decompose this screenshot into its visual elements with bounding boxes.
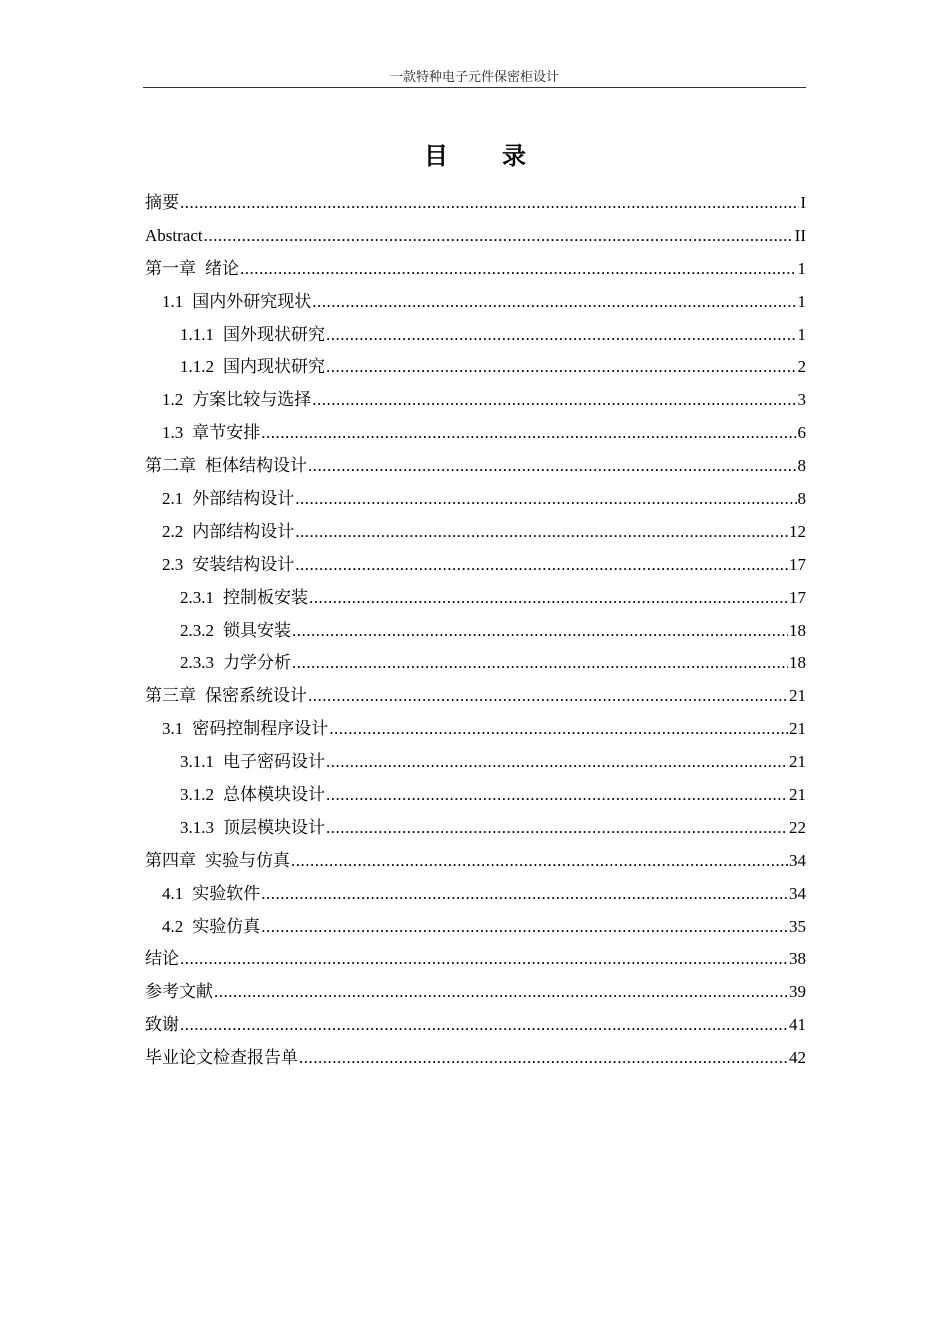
toc-entry[interactable] [145,190,806,223]
toc-entry-label: Abstract [145,225,203,245]
dot-leader [261,881,788,907]
toc-title-char: 录 [502,142,526,170]
toc-entry[interactable] [145,486,806,519]
toc-entry-label: 柜体结构设计 [205,456,307,476]
toc-entry[interactable] [145,716,806,749]
toc-entry-label: 总体模块设计 [223,785,325,805]
toc-entry-page: 34 [789,883,806,903]
toc-entry-label: 致谢 [145,1015,179,1035]
toc-entry[interactable] [145,552,806,585]
toc-entry-number: 2.3.3 [180,653,214,673]
toc-entry[interactable] [145,387,806,420]
toc-entry-page: 21 [789,686,806,706]
toc-entry-page: 17 [789,554,806,574]
toc-entry[interactable] [145,749,806,782]
dot-leader [326,749,788,775]
dot-leader [312,289,796,315]
dot-leader [309,585,788,611]
toc-entry[interactable] [145,848,806,881]
toc-entry-label: 实验与仿真 [205,850,290,870]
toc-entry-label: 参考文献 [145,982,213,1002]
toc-title [0,136,950,171]
toc-entry-number: 4.2 [162,916,184,936]
toc-entry-page: 21 [789,785,806,805]
toc-entry[interactable] [145,453,806,486]
toc-entry-label: 方案比较与选择 [192,390,312,410]
toc-entry-page: 18 [789,620,806,640]
toc-entry-page: 39 [789,982,806,1002]
toc-entry[interactable] [145,815,806,848]
toc-entry-page: 8 [797,456,806,476]
toc-entry-number: 2.3.2 [180,620,214,640]
dot-leader [326,354,797,380]
toc-entry-label: 国内现状研究 [223,357,325,377]
toc-entry-number: 2.2 [162,521,184,541]
dot-leader [295,486,796,512]
toc-entry-number: 2.1 [162,489,184,509]
dot-leader [312,387,796,413]
toc-entry-label: 力学分析 [223,653,291,673]
toc-entry-page: 12 [789,521,806,541]
dot-leader [295,552,788,578]
toc-entry-page: 35 [789,916,806,936]
table-of-contents [145,190,806,1078]
toc-entry-page: 2 [797,357,806,377]
toc-entry[interactable] [145,322,806,355]
toc-entry[interactable] [145,354,806,387]
toc-entry-number: 3.1.3 [180,817,214,837]
toc-entry-label: 毕业论文检查报告单 [145,1048,298,1068]
toc-entry-label: 顶层模块设计 [223,817,325,837]
dot-leader [180,946,788,972]
toc-entry-label: 保密系统设计 [205,686,307,706]
dot-leader [326,815,788,841]
toc-entry-label: 国外现状研究 [223,324,325,344]
toc-entry-label: 实验仿真 [192,916,261,936]
toc-entry-page: 21 [789,719,806,739]
toc-entry-number: 1.2 [162,390,184,410]
dot-leader [291,848,788,874]
toc-entry-page: 17 [789,587,806,607]
toc-entry-label: 结论 [145,949,179,969]
toc-entry-label: 锁具安装 [223,620,291,640]
toc-entry-number: 第二章 [145,456,196,476]
toc-entry[interactable] [145,650,806,683]
toc-entry-page: I [800,193,806,212]
toc-entry[interactable] [145,979,806,1012]
dot-leader [261,420,796,446]
dot-leader [240,256,797,282]
toc-entry-label: 国内外研究现状 [192,291,312,311]
toc-entry[interactable] [145,256,806,289]
toc-entry-number: 1.3 [162,423,184,443]
dot-leader [326,322,797,348]
toc-entry[interactable] [145,914,806,947]
toc-entry-page: 1 [797,258,806,278]
toc-entry-number: 1.1 [162,291,184,311]
dot-leader [308,683,788,709]
toc-entry[interactable] [145,585,806,618]
toc-entry-page: 1 [797,291,806,311]
toc-entry-number: 1.1.2 [180,357,214,377]
toc-entry-number: 3.1 [162,719,184,739]
toc-entry-page: 8 [797,489,806,509]
toc-entry[interactable] [145,782,806,815]
toc-entry-label: 实验软件 [192,883,261,903]
dot-leader [261,914,788,940]
toc-entry[interactable] [145,420,806,453]
toc-entry-page: 6 [797,423,806,443]
dot-leader [295,519,788,545]
toc-entry-label: 控制板安装 [223,587,308,607]
toc-entry-number: 3.1.1 [180,752,214,772]
dot-leader [308,453,797,479]
toc-entry[interactable] [145,683,806,716]
dot-leader [329,716,788,742]
toc-entry-number: 3.1.2 [180,785,214,805]
toc-entry-label: 章节安排 [192,423,261,443]
toc-entry[interactable] [145,289,806,322]
dot-leader [326,782,788,808]
dot-leader [180,190,799,216]
toc-entry-page: 34 [789,850,806,870]
toc-entry-label: 摘要 [145,193,179,212]
toc-entry-label: 电子密码设计 [223,752,325,772]
toc-entry-number: 2.3.1 [180,587,214,607]
running-header: 一款特种电子元件保密柜设计 [389,70,559,85]
toc-entry-page: 42 [789,1048,806,1068]
toc-entry[interactable] [145,223,806,256]
dot-leader [292,650,788,676]
toc-entry[interactable] [145,946,806,979]
toc-entry-label: 内部结构设计 [192,521,295,541]
toc-entry-number: 1.1.1 [180,324,214,344]
dot-leader [299,1045,788,1071]
toc-entry-label: 绪论 [205,258,239,278]
toc-entry[interactable] [145,519,806,552]
toc-entry-page: 18 [789,653,806,673]
dot-leader [292,618,788,644]
toc-entry-label: 密码控制程序设计 [192,719,329,739]
toc-entry-label: 安装结构设计 [192,554,295,574]
dot-leader [180,1012,788,1038]
toc-entry-number: 第三章 [145,686,196,706]
toc-title-char: 目 [424,142,448,170]
toc-entry[interactable] [145,618,806,651]
toc-entry[interactable] [145,881,806,914]
toc-entry-number: 第四章 [145,850,196,870]
toc-entry-number: 第一章 [145,258,196,278]
toc-entry-page: 21 [789,752,806,772]
toc-entry-page: II [794,225,806,245]
toc-entry-page: 22 [789,817,806,837]
toc-entry-page: 38 [789,949,806,969]
dot-leader [204,223,794,249]
toc-entry[interactable] [145,1045,806,1078]
toc-entry-number: 2.3 [162,554,184,574]
toc-entry-label: 外部结构设计 [192,489,295,509]
toc-entry-page: 41 [789,1015,806,1035]
toc-entry[interactable] [145,1012,806,1045]
dot-leader [214,979,788,1005]
toc-entry-number: 4.1 [162,883,184,903]
toc-entry-page: 1 [797,324,806,344]
toc-entry-page: 3 [797,390,806,410]
header-rule [143,87,806,88]
